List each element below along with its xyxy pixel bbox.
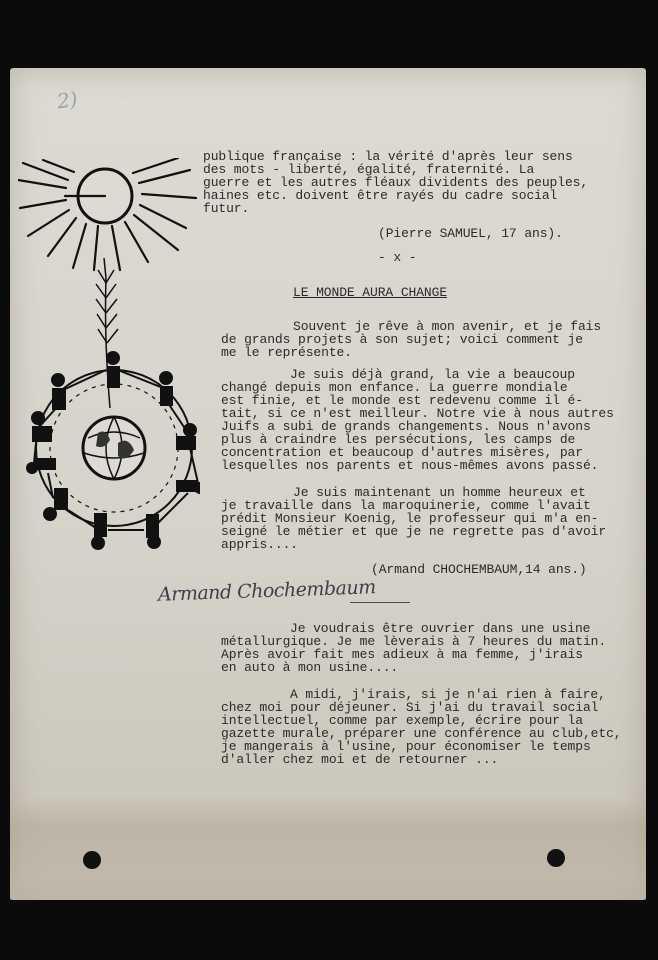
signature-underline (350, 602, 410, 603)
sun-wheat-globe-emblem-icon (18, 158, 200, 558)
text-line-29: en auto à mon usine.... (221, 660, 399, 675)
author-line-samuel: (Pierre SAMUEL, 17 ans). (378, 226, 563, 241)
binder-hole-left (83, 851, 101, 869)
water-stain (10, 796, 646, 900)
text-line-31: chez moi pour déjeuner. Si j'ai du travail social (221, 700, 599, 715)
text-line-12: Je suis déjà grand, la vie a beaucoup (290, 367, 575, 382)
text-line-14: est finie, et le monde est redevenu comme il é- (221, 393, 583, 408)
text-line-17: plus à craindre les persécutions, les camps de (221, 432, 576, 447)
text-line-22: prédit Monsieur Koenig, le professeur qui m'a en- (221, 511, 599, 526)
text-line-28: Après avoir fait mes adieux à ma femme, j'irais (221, 647, 583, 662)
sun-icon (18, 158, 196, 270)
text-line-35: d'aller chez moi et de retourner ... (221, 752, 499, 767)
handwritten-signature: Armand Chochembaum (157, 576, 377, 606)
text-line-2: des mots - liberté, égalité, fraternité. La (203, 162, 535, 177)
text-line-27: métallurgique. Je me lèverais à 7 heures du matin. (221, 634, 607, 649)
text-line-1: publique française : la vérité d'après leur sens (203, 149, 573, 164)
text-line-16: Juifs a subi de grands changements. Nous n'avons (221, 419, 591, 434)
text-line-23: seigné le métier et que je ne regrette pas d'avoir (221, 524, 607, 539)
text-line-32: intellectuel, comme par exemple, écrire pour la (221, 713, 583, 728)
text-line-33: gazette murale, préparer une conférence au club,etc, (221, 726, 622, 741)
text-line-19: lesquelles nos parents et nous-mêmes avons passé. (221, 458, 599, 473)
text-line-4: haines etc. doivent être rayés du cadre social (203, 188, 558, 203)
page-number: 2) (55, 86, 80, 114)
text-line-11: me le représente. (221, 345, 352, 360)
text-line-5: futur. (203, 201, 250, 216)
globe-icon (83, 417, 145, 479)
author-line-chochembaum: (Armand CHOCHEMBAUM,14 ans.) (371, 562, 587, 577)
text-line-24: appris.... (221, 537, 299, 552)
binder-hole-right (547, 849, 565, 867)
text-line-3: guerre et les autres fléaux dividents des peuples, (203, 175, 589, 190)
text-line-10: de grands projets à son sujet; voici comment je (221, 332, 583, 347)
text-line-21: je travaille dans la maroquinerie, comme l'avait (221, 498, 591, 513)
text-line-18: concentration et beaucoup d'autres misères, par (221, 445, 583, 460)
text-line-9: Souvent je rêve à mon avenir, et je fais (293, 319, 602, 334)
text-line-13: changé depuis mon enfance. La guerre mondiale (221, 380, 568, 395)
text-line-15: tait, si ce n'est meilleur. Notre vie à nous autres (221, 406, 614, 421)
separator: - x - (378, 250, 417, 265)
text-line-20: Je suis maintenant un homme heureux et (293, 485, 586, 500)
text-line-30: A midi, j'irais, si je n'ai rien à faire, (290, 687, 606, 702)
section-title: LE MONDE AURA CHANGE (293, 285, 448, 300)
text-line-34: je mangerais à l'usine, pour économiser le temps (221, 739, 591, 754)
text-line-26: Je voudrais être ouvrier dans une usine (290, 621, 591, 636)
